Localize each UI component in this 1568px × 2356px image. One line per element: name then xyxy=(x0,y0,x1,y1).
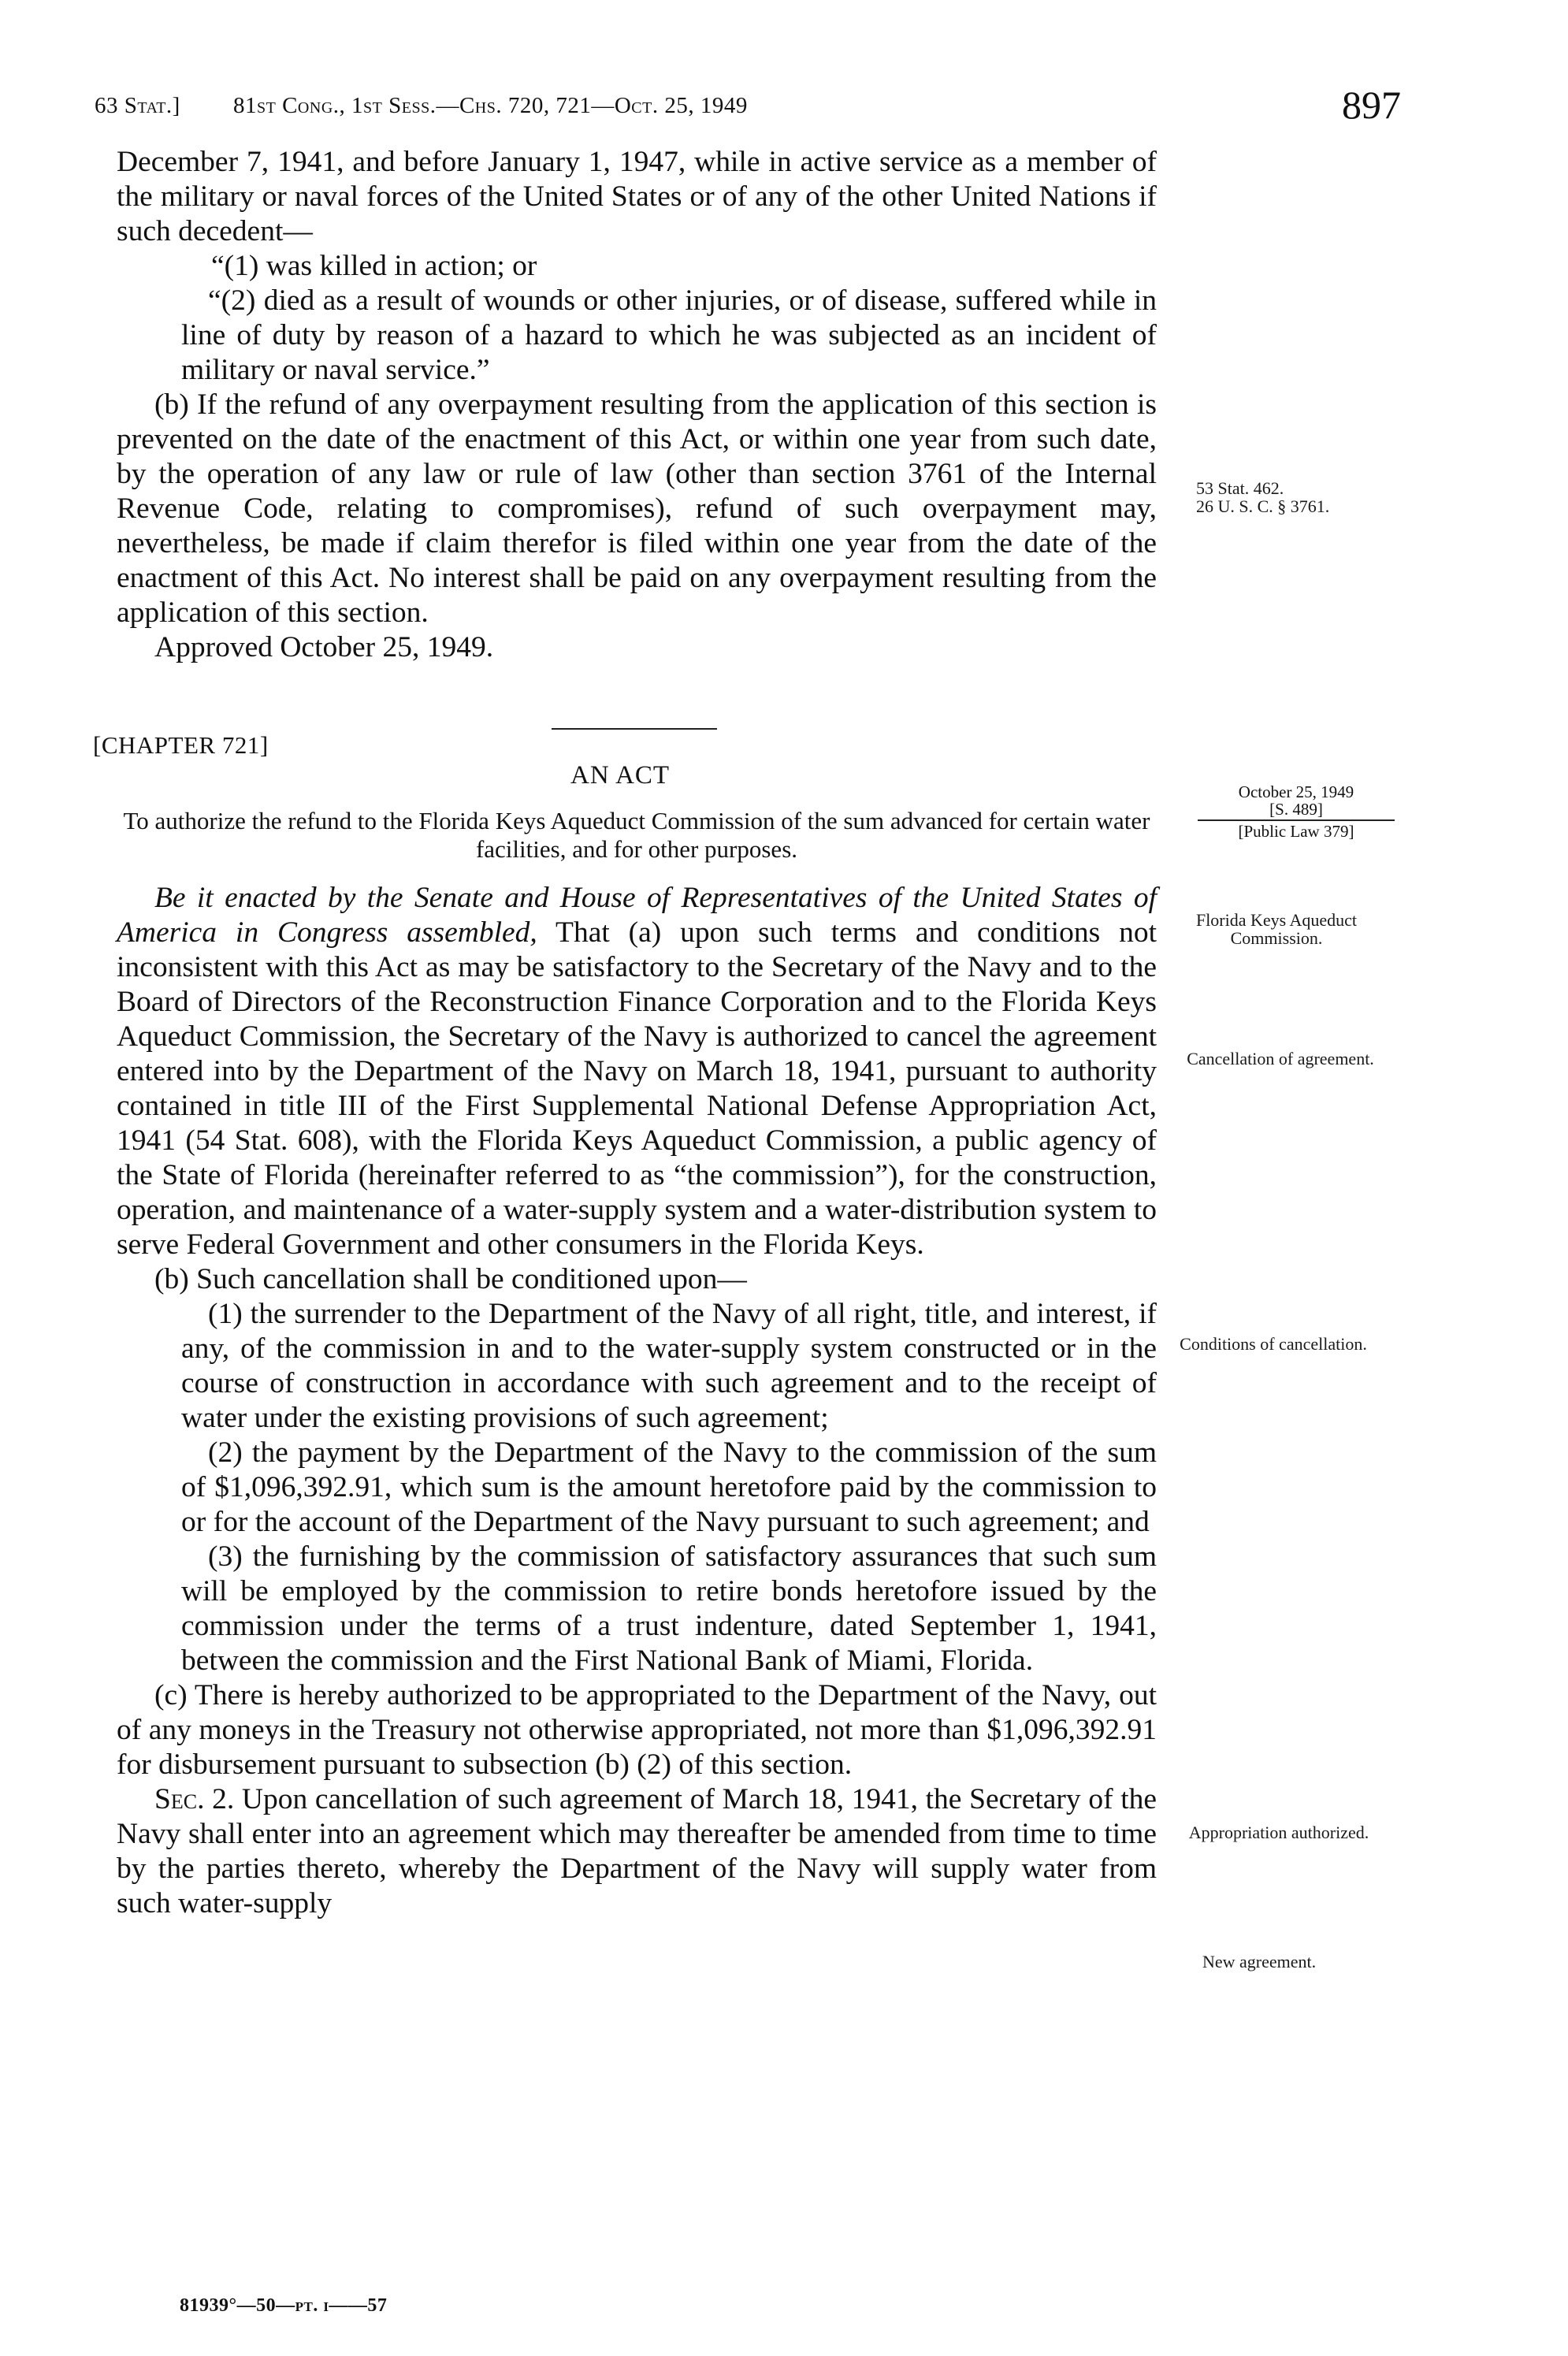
condition-3: (3) the furnishing by the commission of satisfactory assurances that such sum will be employed by the commission to retire bonds heretofore issued by the commission under the terms of a trust indenture, dated September 1, 1941, between the commission and the First National Bank of Miami, Florida. xyxy=(181,1540,1157,1677)
act-purpose: To authorize the refund to the Florida Keys Aqueduct Commission of the sum advanced for certain water facilities, and for other purposes. xyxy=(123,807,1150,863)
section-2-label: Sec. 2. xyxy=(154,1783,235,1815)
continued-paragraph: December 7, 1941, and before January 1, 1947, while in active service as a member of the military or naval forces of the United States or of any of the other United Nations if such decedent— xyxy=(117,146,1157,247)
margin-note-date: October 25, 1949 xyxy=(1238,782,1354,801)
page-number: 897 xyxy=(1342,83,1401,127)
margin-note-usc: 26 U. S. C. § 3761. xyxy=(1196,496,1330,516)
margin-note-appropriation: Appropriation authorized. xyxy=(1188,1823,1369,1842)
clause-2: “(2) died as a result of wounds or other injuries, or of disease, suffered while in line of duty by reason of a hazard to which he was subjected as an incident of military or naval service.” xyxy=(181,284,1157,386)
section-1-a xyxy=(117,881,1157,1262)
margin-note-bill: [S. 489] xyxy=(1269,800,1323,819)
subsection-c: (c) There is hereby authorized to be appropriated to the Department of the Navy, out of any moneys in the Treasury not otherwise appropriated, not more than $1,096,392.91 for disbursement pursuant to subsection (b) (2) of this section. xyxy=(117,1679,1157,1781)
header-volume: 63 Stat.] xyxy=(95,93,180,118)
margin-note-florida: Florida Keys Aqueduct Commission. xyxy=(1195,910,1358,948)
section-2 xyxy=(117,1782,1157,1921)
chapter-label: [CHAPTER 721] xyxy=(93,731,269,759)
margin-note-public-law: [Public Law 379] xyxy=(1198,819,1395,840)
section-1-a-text: That (a) upon such terms and conditions not inconsistent with this Act as may be satisfactory to the Secretary of the Navy and to the Board of Directors of the Reconstruction Finance Corporation and to the Florida Keys Aqueduct Commission, the Secretary of the Navy is authorized to cancel the agreement entered into by the Department of the Navy on March 18, 1941, pursuant to authority contained in title III of the First Supplemental National Defense Appropriation Act, 1941 (54 Stat. 608), with the Florida Keys Aqueduct Commission, a public agency of the State of Florida (hereinafter referred to as “the commission”), for the construction, operation, and maintenance of a water-supply system and a water-distribution system to serve Federal Government and other consumers in the Florida Keys. xyxy=(117,916,1157,1261)
divider-rule xyxy=(552,728,717,730)
enacting-clause: Be it enacted by the Senate and House of Representatives of the United States of America in Congress assembled, xyxy=(117,882,1157,949)
continued-text-block xyxy=(117,145,1157,665)
margin-note-conditions: Conditions of cancellation. xyxy=(1180,1334,1367,1354)
act-body xyxy=(117,881,1157,1921)
margin-note-cancellation: Cancellation of agreement. xyxy=(1187,1049,1374,1068)
clause-1: “(1) was killed in action; or xyxy=(211,250,537,282)
condition-2: (2) the payment by the Department of the Navy to the commission of the sum of $1,096,392.91, which sum is the amount heretofore paid by the commission to or for the account of the Department of the Navy pursuant to such agreement; and xyxy=(181,1436,1157,1538)
subsection-b-refund: (b) If the refund of any overpayment resulting from the application of this section is prevented on the date of the enactment of this Act, or within one year from such date, by the operation of any law or rule of law (other than section 3761 of the Internal Revenue Code, relating to compromises), refund of such overpayment may, nevertheless, be made if claim therefor is filed within one year from the date of the enactment of this Act. No interest shall be paid on any overpayment resulting from the application of this section. xyxy=(117,388,1157,629)
printer-footer: 81939°—50—pt. i——57 xyxy=(180,2295,388,2316)
margin-note-new-agreement: New agreement. xyxy=(1202,1952,1317,1971)
header-session: 81st Cong., 1st Sess.—Chs. 720, 721—Oct. 25, 1949 xyxy=(233,93,748,118)
section-2-text: Upon cancellation of such agreement of March 18, 1941, the Secretary of the Navy shall enter into an agreement which may thereafter be amended from time to time by the parties thereto, whereby the Department of the Navy will supply water from such water-supply xyxy=(117,1783,1157,1919)
margin-note-stat: 53 Stat. 462. xyxy=(1196,478,1284,498)
subsection-b: (b) Such cancellation shall be conditioned upon— xyxy=(154,1263,747,1295)
margin-note-enactment-info xyxy=(1198,783,1395,840)
act-title: AN ACT xyxy=(570,761,671,790)
condition-1: (1) the surrender to the Department of the Navy of all right, title, and interest, if any, of the commission in and to the water-supply system constructed or in the course of construction in accordance with such agreement and to the receipt of water under the existing provisions of such agreement; xyxy=(181,1298,1157,1434)
approval-line: Approved October 25, 1949. xyxy=(154,631,494,663)
